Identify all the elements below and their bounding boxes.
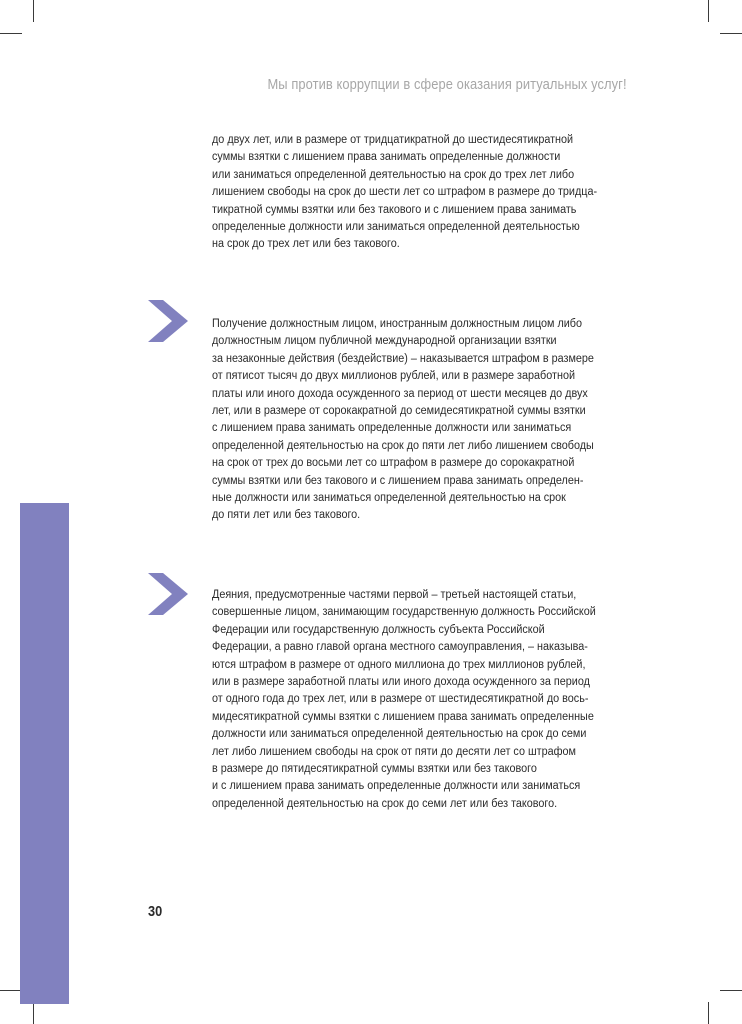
- crop-mark-top-right-horizontal: [720, 33, 742, 34]
- text-line: за незаконные действия (бездействие) – наказывается штрафом в размере: [212, 352, 594, 365]
- text-line: суммы взятки с лишением права занимать определенные должности: [212, 151, 561, 164]
- text-line: с лишением права занимать определенные должности или заниматься: [212, 422, 572, 435]
- text-line: в размере до пятидесятикратной суммы взятки или без такового: [212, 763, 537, 776]
- text-line: лет либо лишением свободы на срок от пяти до десяти лет со штрафом: [212, 745, 576, 758]
- paragraph-bribe-receiving: [212, 316, 626, 525]
- text-line: определенной деятельностью на срок до семи лет или без такового.: [212, 797, 558, 810]
- text-line: суммы взятки или без такового и с лишением права занимать определен-: [212, 474, 584, 487]
- text-line: на срок до трех лет или без такового.: [212, 238, 400, 251]
- text-line: лишением свободы на срок до шести лет со штрафом в размере до тридца-: [212, 186, 598, 199]
- crop-mark-top-right-vertical: [708, 0, 709, 22]
- text-line: до пяти лет или без такового.: [212, 509, 361, 522]
- crop-mark-bottom-right-horizontal: [720, 990, 742, 991]
- crop-mark-top-left-vertical: [33, 0, 34, 22]
- page-number: 30: [148, 903, 163, 920]
- crop-mark-bottom-left-vertical: [33, 1002, 34, 1024]
- text-line: должности или заниматься определенной деятельностью на срок до семи: [212, 728, 587, 741]
- paragraph-continuation: [212, 132, 626, 254]
- text-line: тикратной суммы взятки или без такового и с лишением права занимать: [212, 203, 577, 216]
- text-line: совершенные лицом, занимающим государственную должность Российской: [212, 606, 596, 619]
- text-line: платы или иного дохода осужденного за период от шести месяцев до двух: [212, 387, 588, 400]
- text-line: должностным лицом публичной международной организации взятки: [212, 335, 557, 348]
- text-line: Федерации, а равно главой органа местного самоуправления, – наказыва-: [212, 641, 588, 654]
- chevron-right-icon: [148, 300, 188, 342]
- text-line: и с лишением права занимать определенные должности или заниматься: [212, 780, 581, 793]
- text-line: определенные должности или заниматься определенной деятельностью: [212, 221, 580, 234]
- paragraph-state-official: [212, 587, 626, 813]
- text-line: на срок от трех до восьми лет со штрафом в размере до сорокакратной: [212, 457, 575, 470]
- text-line: Деяния, предусмотренные частями первой – третьей настоящей статьи,: [212, 589, 577, 601]
- running-header-title: Мы против коррупции в сфере оказания ритуальных услуг!: [267, 76, 627, 93]
- text-line: от одного года до трех лет, или в размере от шестидесятикратной до вось-: [212, 693, 589, 706]
- crop-mark-bottom-left-horizontal: [0, 990, 22, 991]
- crop-mark-top-left-horizontal: [0, 33, 22, 34]
- side-accent-bar: [20, 503, 69, 1004]
- text-line: ные должности или заниматься определенной деятельностью на срок: [212, 492, 566, 505]
- text-line: Федерации или государственную должность субъекта Российской: [212, 623, 545, 636]
- crop-mark-bottom-right-vertical: [708, 1002, 709, 1024]
- text-line: от пятисот тысяч до двух миллионов рублей, или в размере заработной: [212, 370, 576, 383]
- text-line: ются штрафом в размере от одного миллиона до трех миллионов рублей,: [212, 658, 586, 671]
- text-line: или в размере заработной платы или иного дохода осужденного за период: [212, 676, 590, 689]
- text-line: лет, или в размере от сорокакратной до семидесятикратной суммы взятки: [212, 405, 586, 418]
- text-line: или заниматься определенной деятельностью на срок до трех лет либо: [212, 168, 575, 181]
- chevron-right-icon: [148, 573, 188, 615]
- text-line: мидесятикратной суммы взятки с лишением права занимать определенные: [212, 710, 594, 723]
- text-line: определенной деятельностью на срок до пяти лет либо лишением свободы: [212, 439, 594, 452]
- text-line: Получение должностным лицом, иностранным должностным лицом либо: [212, 318, 583, 330]
- text-line: до двух лет, или в размере от тридцатикратной до шестидесятикратной: [212, 134, 574, 146]
